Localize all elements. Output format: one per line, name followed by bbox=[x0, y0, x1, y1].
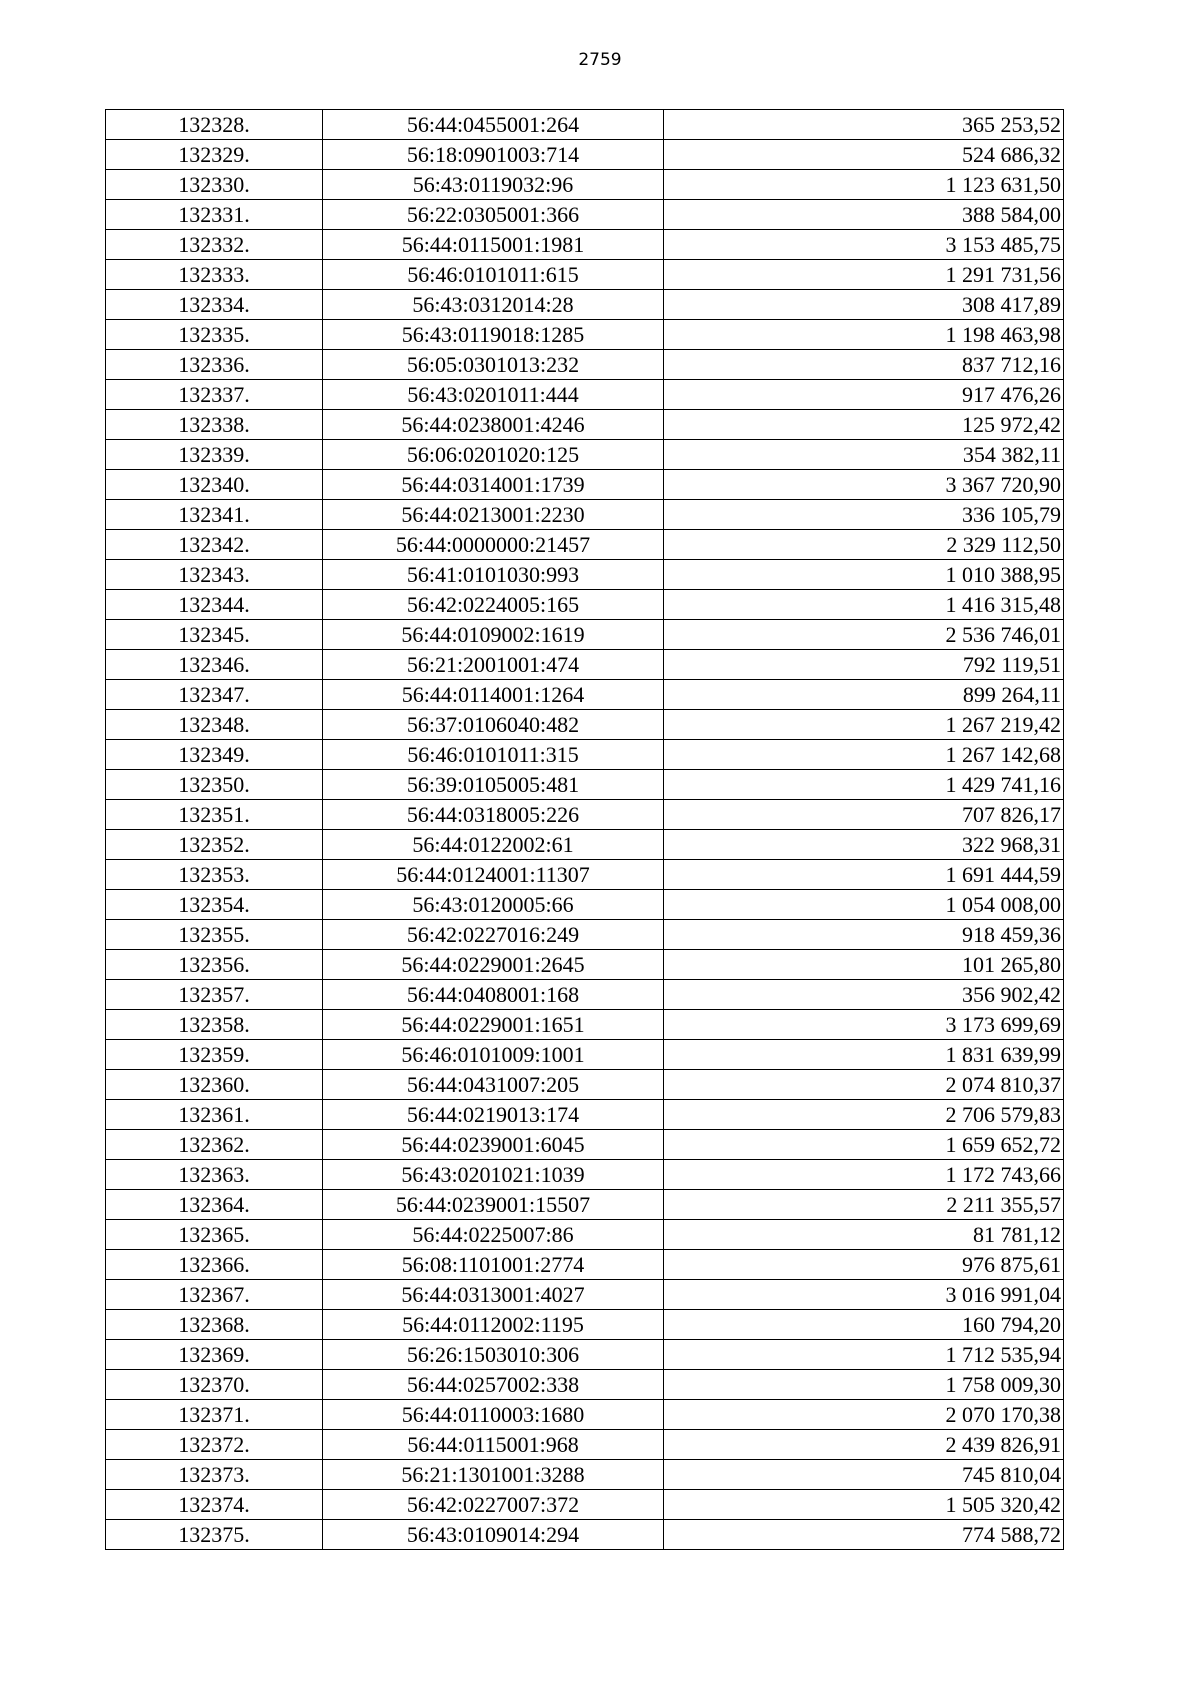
table-row bbox=[106, 170, 1064, 200]
table-row bbox=[106, 320, 1064, 350]
cadastral-value-cell: 524 686,32 bbox=[664, 140, 1064, 170]
cadastral-value-cell: 1 054 008,00 bbox=[664, 890, 1064, 920]
cadastral-number-cell: 56:43:0119018:1285 bbox=[323, 320, 664, 350]
cadastral-number-cell: 56:44:0408001:168 bbox=[323, 980, 664, 1010]
cadastral-number-cell: 56:21:2001001:474 bbox=[323, 650, 664, 680]
table-row bbox=[106, 1280, 1064, 1310]
cadastral-value-cell: 322 968,31 bbox=[664, 830, 1064, 860]
cadastral-value-cell: 2 536 746,01 bbox=[664, 620, 1064, 650]
table-row bbox=[106, 500, 1064, 530]
cadastral-number-cell: 56:44:0115001:968 bbox=[323, 1430, 664, 1460]
table-row bbox=[106, 830, 1064, 860]
row-number-cell: 132330. bbox=[106, 170, 323, 200]
cadastral-value-cell: 2 211 355,57 bbox=[664, 1190, 1064, 1220]
table-row bbox=[106, 350, 1064, 380]
cadastral-value-cell: 101 265,80 bbox=[664, 950, 1064, 980]
cadastral-number-cell: 56:44:0115001:1981 bbox=[323, 230, 664, 260]
row-number-cell: 132356. bbox=[106, 950, 323, 980]
table-row bbox=[106, 140, 1064, 170]
row-number-cell: 132350. bbox=[106, 770, 323, 800]
cadastral-number-cell: 56:43:0312014:28 bbox=[323, 290, 664, 320]
cadastral-number-cell: 56:43:0119032:96 bbox=[323, 170, 664, 200]
table-row bbox=[106, 470, 1064, 500]
row-number-cell: 132352. bbox=[106, 830, 323, 860]
row-number-cell: 132333. bbox=[106, 260, 323, 290]
cadastral-value-cell: 1 659 652,72 bbox=[664, 1130, 1064, 1160]
cadastral-value-cell: 388 584,00 bbox=[664, 200, 1064, 230]
cadastral-number-cell: 56:44:0313001:4027 bbox=[323, 1280, 664, 1310]
cadastral-number-cell: 56:44:0229001:1651 bbox=[323, 1010, 664, 1040]
cadastral-value-cell: 125 972,42 bbox=[664, 410, 1064, 440]
table-row bbox=[106, 890, 1064, 920]
cadastral-value-cell: 2 706 579,83 bbox=[664, 1100, 1064, 1130]
cadastral-number-cell: 56:44:0122002:61 bbox=[323, 830, 664, 860]
table-row bbox=[106, 800, 1064, 830]
cadastral-number-cell: 56:06:0201020:125 bbox=[323, 440, 664, 470]
row-number-cell: 132328. bbox=[106, 110, 323, 140]
cadastral-number-cell: 56:44:0431007:205 bbox=[323, 1070, 664, 1100]
row-number-cell: 132369. bbox=[106, 1340, 323, 1370]
row-number-cell: 132371. bbox=[106, 1400, 323, 1430]
row-number-cell: 132343. bbox=[106, 560, 323, 590]
row-number-cell: 132375. bbox=[106, 1520, 323, 1550]
cadastral-number-cell: 56:44:0318005:226 bbox=[323, 800, 664, 830]
cadastral-value-cell: 745 810,04 bbox=[664, 1460, 1064, 1490]
row-number-cell: 132358. bbox=[106, 1010, 323, 1040]
cadastral-number-cell: 56:08:1101001:2774 bbox=[323, 1250, 664, 1280]
cadastral-value-cell: 1 831 639,99 bbox=[664, 1040, 1064, 1070]
page-number: 2759 bbox=[578, 50, 622, 70]
cadastral-number-cell: 56:46:0101011:315 bbox=[323, 740, 664, 770]
row-number-cell: 132345. bbox=[106, 620, 323, 650]
cadastral-number-cell: 56:44:0000000:21457 bbox=[323, 530, 664, 560]
table-row bbox=[106, 1400, 1064, 1430]
cadastral-number-cell: 56:44:0239001:6045 bbox=[323, 1130, 664, 1160]
row-number-cell: 132360. bbox=[106, 1070, 323, 1100]
cadastral-value-cell: 707 826,17 bbox=[664, 800, 1064, 830]
row-number-cell: 132365. bbox=[106, 1220, 323, 1250]
cadastral-value-cell: 2 070 170,38 bbox=[664, 1400, 1064, 1430]
cadastral-value-cell: 1 712 535,94 bbox=[664, 1340, 1064, 1370]
table-row bbox=[106, 230, 1064, 260]
cadastral-value-cell: 792 119,51 bbox=[664, 650, 1064, 680]
table-row bbox=[106, 290, 1064, 320]
row-number-cell: 132340. bbox=[106, 470, 323, 500]
table-row bbox=[106, 1190, 1064, 1220]
table-row bbox=[106, 1520, 1064, 1550]
cadastral-number-cell: 56:37:0106040:482 bbox=[323, 710, 664, 740]
cadastral-value-table bbox=[105, 109, 1064, 1550]
cadastral-number-cell: 56:44:0109002:1619 bbox=[323, 620, 664, 650]
row-number-cell: 132354. bbox=[106, 890, 323, 920]
cadastral-number-cell: 56:21:1301001:3288 bbox=[323, 1460, 664, 1490]
table-row bbox=[106, 1130, 1064, 1160]
cadastral-value-cell: 837 712,16 bbox=[664, 350, 1064, 380]
row-number-cell: 132336. bbox=[106, 350, 323, 380]
table-row bbox=[106, 650, 1064, 680]
cadastral-number-cell: 56:44:0257002:338 bbox=[323, 1370, 664, 1400]
cadastral-number-cell: 56:41:0101030:993 bbox=[323, 560, 664, 590]
row-number-cell: 132374. bbox=[106, 1490, 323, 1520]
table-row bbox=[106, 380, 1064, 410]
cadastral-number-cell: 56:44:0112002:1195 bbox=[323, 1310, 664, 1340]
row-number-cell: 132341. bbox=[106, 500, 323, 530]
row-number-cell: 132342. bbox=[106, 530, 323, 560]
cadastral-number-cell: 56:44:0238001:4246 bbox=[323, 410, 664, 440]
table-row bbox=[106, 590, 1064, 620]
table-row bbox=[106, 1490, 1064, 1520]
cadastral-number-cell: 56:43:0120005:66 bbox=[323, 890, 664, 920]
table-row bbox=[106, 1100, 1064, 1130]
cadastral-value-cell: 1 505 320,42 bbox=[664, 1490, 1064, 1520]
row-number-cell: 132364. bbox=[106, 1190, 323, 1220]
cadastral-value-cell: 3 016 991,04 bbox=[664, 1280, 1064, 1310]
cadastral-value-cell: 1 267 142,68 bbox=[664, 740, 1064, 770]
cadastral-value-cell: 1 123 631,50 bbox=[664, 170, 1064, 200]
cadastral-value-cell: 1 198 463,98 bbox=[664, 320, 1064, 350]
cadastral-number-cell: 56:44:0213001:2230 bbox=[323, 500, 664, 530]
table-row bbox=[106, 1460, 1064, 1490]
cadastral-value-cell: 1 010 388,95 bbox=[664, 560, 1064, 590]
table-row bbox=[106, 440, 1064, 470]
table-body bbox=[106, 110, 1064, 1550]
table-row bbox=[106, 1250, 1064, 1280]
row-number-cell: 132337. bbox=[106, 380, 323, 410]
cadastral-number-cell: 56:46:0101011:615 bbox=[323, 260, 664, 290]
cadastral-value-cell: 899 264,11 bbox=[664, 680, 1064, 710]
cadastral-number-cell: 56:44:0219013:174 bbox=[323, 1100, 664, 1130]
table-row bbox=[106, 1160, 1064, 1190]
table-row bbox=[106, 260, 1064, 290]
cadastral-value-cell: 308 417,89 bbox=[664, 290, 1064, 320]
cadastral-value-cell: 81 781,12 bbox=[664, 1220, 1064, 1250]
table-row bbox=[106, 770, 1064, 800]
table-row bbox=[106, 1040, 1064, 1070]
cadastral-number-cell: 56:18:0901003:714 bbox=[323, 140, 664, 170]
cadastral-number-cell: 56:44:0314001:1739 bbox=[323, 470, 664, 500]
table-row bbox=[106, 680, 1064, 710]
cadastral-number-cell: 56:46:0101009:1001 bbox=[323, 1040, 664, 1070]
row-number-cell: 132362. bbox=[106, 1130, 323, 1160]
row-number-cell: 132351. bbox=[106, 800, 323, 830]
row-number-cell: 132346. bbox=[106, 650, 323, 680]
cadastral-value-cell: 2 439 826,91 bbox=[664, 1430, 1064, 1460]
cadastral-value-cell: 1 291 731,56 bbox=[664, 260, 1064, 290]
table-row bbox=[106, 1310, 1064, 1340]
row-number-cell: 132347. bbox=[106, 680, 323, 710]
cadastral-number-cell: 56:44:0229001:2645 bbox=[323, 950, 664, 980]
cadastral-value-cell: 3 173 699,69 bbox=[664, 1010, 1064, 1040]
cadastral-number-cell: 56:44:0455001:264 bbox=[323, 110, 664, 140]
cadastral-value-cell: 3 153 485,75 bbox=[664, 230, 1064, 260]
cadastral-value-cell: 160 794,20 bbox=[664, 1310, 1064, 1340]
cadastral-value-cell: 774 588,72 bbox=[664, 1520, 1064, 1550]
cadastral-value-cell: 356 902,42 bbox=[664, 980, 1064, 1010]
row-number-cell: 132372. bbox=[106, 1430, 323, 1460]
table-row bbox=[106, 1010, 1064, 1040]
row-number-cell: 132363. bbox=[106, 1160, 323, 1190]
cadastral-number-cell: 56:42:0227007:372 bbox=[323, 1490, 664, 1520]
cadastral-number-cell: 56:44:0114001:1264 bbox=[323, 680, 664, 710]
row-number-cell: 132335. bbox=[106, 320, 323, 350]
row-number-cell: 132329. bbox=[106, 140, 323, 170]
cadastral-number-cell: 56:42:0227016:249 bbox=[323, 920, 664, 950]
cadastral-number-cell: 56:42:0224005:165 bbox=[323, 590, 664, 620]
cadastral-value-cell: 3 367 720,90 bbox=[664, 470, 1064, 500]
cadastral-number-cell: 56:43:0201021:1039 bbox=[323, 1160, 664, 1190]
cadastral-value-cell: 1 172 743,66 bbox=[664, 1160, 1064, 1190]
table-row bbox=[106, 1340, 1064, 1370]
table-row bbox=[106, 410, 1064, 440]
row-number-cell: 132348. bbox=[106, 710, 323, 740]
table-row bbox=[106, 1220, 1064, 1250]
cadastral-number-cell: 56:26:1503010:306 bbox=[323, 1340, 664, 1370]
table-row bbox=[106, 560, 1064, 590]
cadastral-value-cell: 976 875,61 bbox=[664, 1250, 1064, 1280]
cadastral-number-cell: 56:43:0201011:444 bbox=[323, 380, 664, 410]
row-number-cell: 132373. bbox=[106, 1460, 323, 1490]
table-row bbox=[106, 620, 1064, 650]
cadastral-value-cell: 1 758 009,30 bbox=[664, 1370, 1064, 1400]
cadastral-value-cell: 1 416 315,48 bbox=[664, 590, 1064, 620]
table-row bbox=[106, 950, 1064, 980]
cadastral-value-cell: 354 382,11 bbox=[664, 440, 1064, 470]
table-row bbox=[106, 1070, 1064, 1100]
table-row bbox=[106, 110, 1064, 140]
cadastral-value-cell: 1 691 444,59 bbox=[664, 860, 1064, 890]
cadastral-value-cell: 2 329 112,50 bbox=[664, 530, 1064, 560]
row-number-cell: 132353. bbox=[106, 860, 323, 890]
row-number-cell: 132366. bbox=[106, 1250, 323, 1280]
cadastral-number-cell: 56:44:0225007:86 bbox=[323, 1220, 664, 1250]
cadastral-number-cell: 56:44:0110003:1680 bbox=[323, 1400, 664, 1430]
row-number-cell: 132355. bbox=[106, 920, 323, 950]
row-number-cell: 132367. bbox=[106, 1280, 323, 1310]
row-number-cell: 132331. bbox=[106, 200, 323, 230]
table-row bbox=[106, 860, 1064, 890]
row-number-cell: 132338. bbox=[106, 410, 323, 440]
table-row bbox=[106, 200, 1064, 230]
row-number-cell: 132349. bbox=[106, 740, 323, 770]
table-row bbox=[106, 740, 1064, 770]
row-number-cell: 132359. bbox=[106, 1040, 323, 1070]
cadastral-number-cell: 56:39:0105005:481 bbox=[323, 770, 664, 800]
row-number-cell: 132368. bbox=[106, 1310, 323, 1340]
cadastral-value-cell: 2 074 810,37 bbox=[664, 1070, 1064, 1100]
table-row bbox=[106, 980, 1064, 1010]
table-row bbox=[106, 1370, 1064, 1400]
table-row bbox=[106, 710, 1064, 740]
cadastral-value-cell: 918 459,36 bbox=[664, 920, 1064, 950]
row-number-cell: 132344. bbox=[106, 590, 323, 620]
cadastral-number-cell: 56:44:0239001:15507 bbox=[323, 1190, 664, 1220]
cadastral-value-cell: 365 253,52 bbox=[664, 110, 1064, 140]
cadastral-number-cell: 56:44:0124001:11307 bbox=[323, 860, 664, 890]
cadastral-number-cell: 56:05:0301013:232 bbox=[323, 350, 664, 380]
row-number-cell: 132334. bbox=[106, 290, 323, 320]
cadastral-value-cell: 336 105,79 bbox=[664, 500, 1064, 530]
table-row bbox=[106, 1430, 1064, 1460]
cadastral-value-cell: 1 267 219,42 bbox=[664, 710, 1064, 740]
cadastral-value-cell: 917 476,26 bbox=[664, 380, 1064, 410]
table-row bbox=[106, 530, 1064, 560]
row-number-cell: 132370. bbox=[106, 1370, 323, 1400]
row-number-cell: 132361. bbox=[106, 1100, 323, 1130]
row-number-cell: 132339. bbox=[106, 440, 323, 470]
cadastral-number-cell: 56:22:0305001:366 bbox=[323, 200, 664, 230]
cadastral-number-cell: 56:43:0109014:294 bbox=[323, 1520, 664, 1550]
row-number-cell: 132357. bbox=[106, 980, 323, 1010]
cadastral-value-cell: 1 429 741,16 bbox=[664, 770, 1064, 800]
row-number-cell: 132332. bbox=[106, 230, 323, 260]
table-row bbox=[106, 920, 1064, 950]
